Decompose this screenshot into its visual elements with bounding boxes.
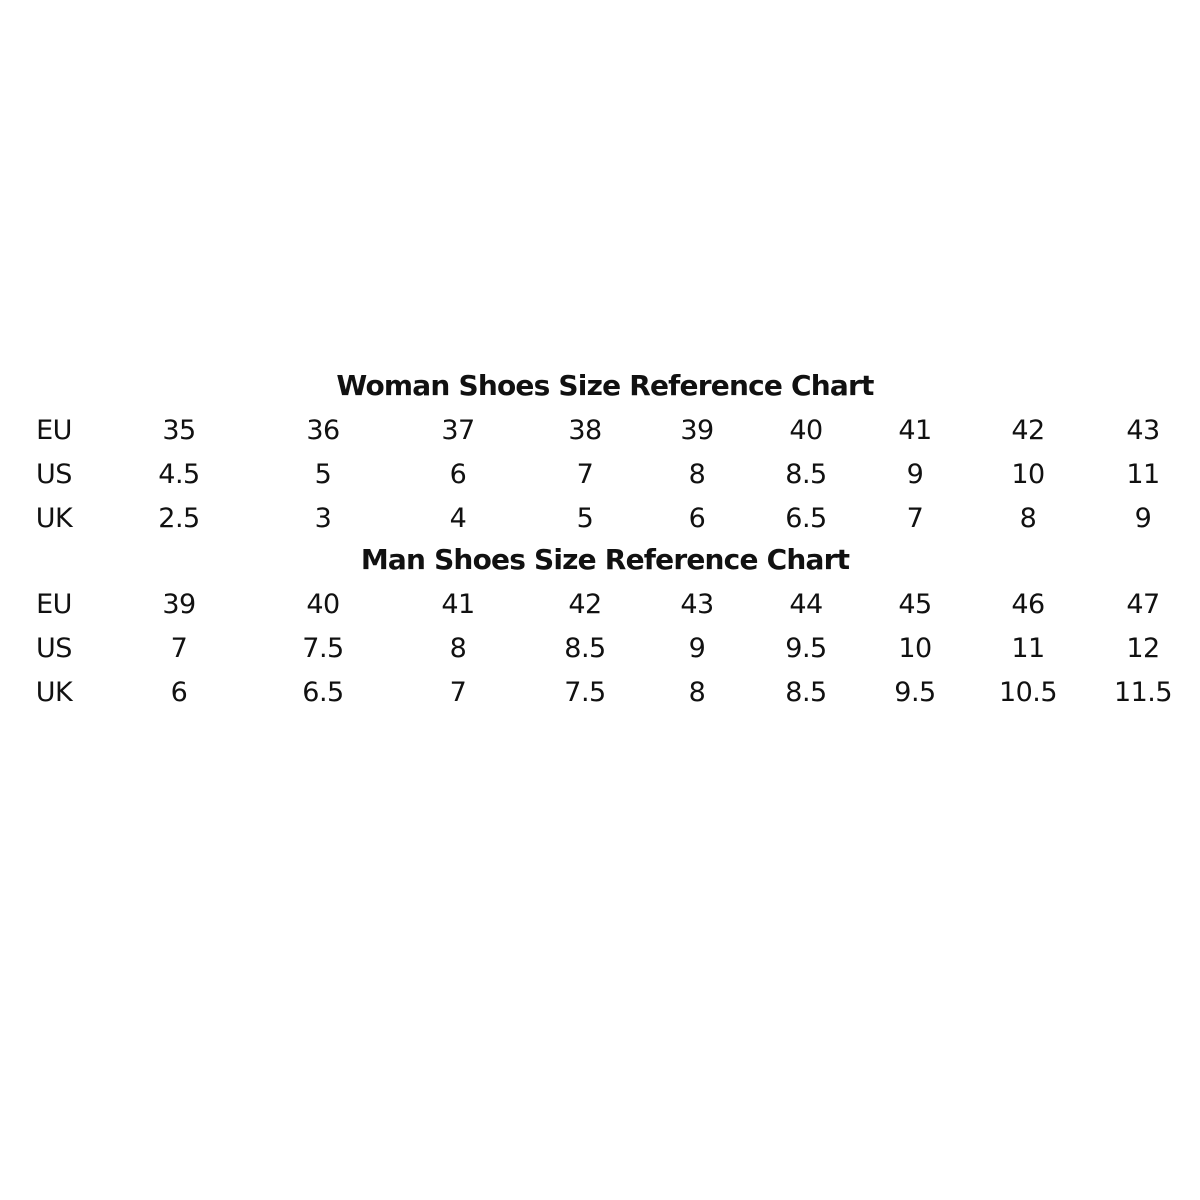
size-cell: 44 (789, 589, 823, 620)
size-cell: 11 (1011, 633, 1045, 664)
size-cell: 46 (1011, 589, 1045, 620)
size-cell: 9.5 (785, 633, 827, 664)
size-cell: 41 (441, 589, 475, 620)
size-cell: 10.5 (998, 677, 1058, 708)
size-cell: 8.5 (785, 677, 827, 708)
size-cell: 8 (688, 459, 706, 490)
size-cell: 9 (688, 633, 706, 664)
size-cell: 38 (568, 415, 602, 446)
size-cell: 8.5 (564, 633, 606, 664)
size-cell: 7 (170, 633, 188, 664)
size-cell: 7.5 (302, 633, 344, 664)
size-cell: 40 (789, 415, 823, 446)
size-cell: 41 (898, 415, 932, 446)
size-cell: 9 (1134, 503, 1152, 534)
man-eu-row (0, 586, 1200, 630)
row-label: US (36, 633, 72, 664)
man-us-row (0, 630, 1200, 674)
size-cell: 3 (314, 503, 332, 534)
size-cell: 39 (680, 415, 714, 446)
size-cell: 7 (576, 459, 594, 490)
woman-chart-title: Woman Shoes Size Reference Chart (336, 369, 874, 402)
size-cell: 6.5 (785, 503, 827, 534)
size-cell: 11 (1126, 459, 1160, 490)
size-cell: 6 (688, 503, 706, 534)
size-cell: 7.5 (564, 677, 606, 708)
size-cell: 11.5 (1113, 677, 1173, 708)
size-cell: 9.5 (894, 677, 936, 708)
size-cell: 37 (441, 415, 475, 446)
woman-us-row (0, 456, 1200, 500)
row-label: EU (36, 589, 72, 620)
size-cell: 45 (898, 589, 932, 620)
size-cell: 5 (576, 503, 594, 534)
man-uk-row (0, 674, 1200, 718)
size-cell: 6.5 (302, 677, 344, 708)
size-cell: 40 (306, 589, 340, 620)
row-label: EU (36, 415, 72, 446)
size-cell: 6 (449, 459, 467, 490)
size-cell: 8 (449, 633, 467, 664)
row-label: UK (35, 503, 73, 534)
size-cell: 42 (568, 589, 602, 620)
size-cell: 35 (162, 415, 196, 446)
size-cell: 43 (1126, 415, 1160, 446)
size-cell: 4 (449, 503, 467, 534)
size-cell: 8 (688, 677, 706, 708)
size-cell: 8 (1019, 503, 1037, 534)
woman-size-table (0, 412, 1200, 544)
size-cell: 47 (1126, 589, 1160, 620)
size-cell: 2.5 (158, 503, 200, 534)
size-cell: 7 (906, 503, 924, 534)
size-cell: 43 (680, 589, 714, 620)
woman-uk-row (0, 500, 1200, 544)
size-cell: 5 (314, 459, 332, 490)
woman-eu-row (0, 412, 1200, 456)
man-chart-title: Man Shoes Size Reference Chart (360, 543, 850, 576)
size-cell: 4.5 (158, 459, 200, 490)
size-cell: 42 (1011, 415, 1045, 446)
row-label: UK (35, 677, 73, 708)
size-cell: 6 (170, 677, 188, 708)
man-size-table (0, 586, 1200, 718)
size-cell: 9 (906, 459, 924, 490)
size-cell: 10 (898, 633, 932, 664)
size-cell: 39 (162, 589, 196, 620)
size-cell: 36 (306, 415, 340, 446)
size-cell: 7 (449, 677, 467, 708)
size-cell: 10 (1011, 459, 1045, 490)
size-cell: 8.5 (785, 459, 827, 490)
size-cell: 12 (1126, 633, 1160, 664)
row-label: US (36, 459, 72, 490)
